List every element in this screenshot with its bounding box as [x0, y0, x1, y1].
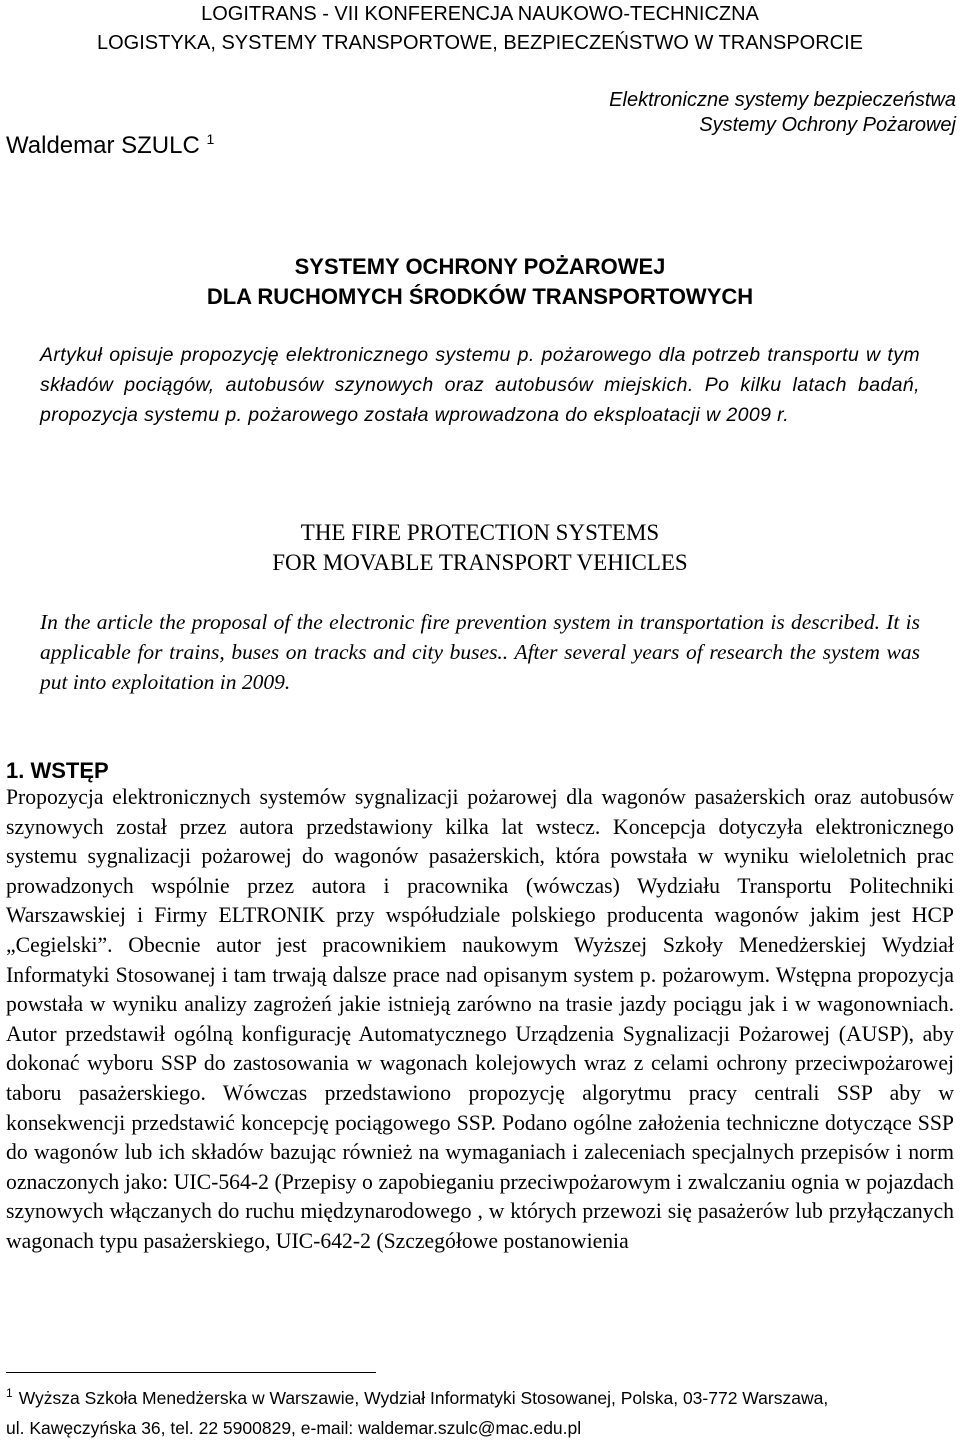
paper-category: [609, 88, 956, 138]
author-name: Waldemar SZULC: [6, 132, 200, 159]
abstract-english: In the article the proposal of the electronic fire prevention system in transportation is described. It is applicable for trains, buses on tracks and city buses.. After several years of research the system was put into exploitation in 2009.: [40, 610, 920, 694]
conference-subtitle: LOGISTYKA, SYSTEMY TRANSPORTOWE, BEZPIECZEŃSTWO W TRANSPORCIE: [96, 32, 864, 54]
footnote-line-1: Wyższa Szkoła Menedżerska w Warszawie, Wydział Informatyki Stosowanej, Polska, 03-772 Warszawa,: [18, 1387, 829, 1408]
title-english-line-2: FOR MOVABLE TRANSPORT VEHICLES: [272, 550, 688, 575]
author-footnote-mark: 1: [206, 131, 215, 147]
conference-title: LOGITRANS - VII KONFERENCJA NAUKOWO-TECHNICZNA: [201, 3, 759, 25]
section-body: Propozycja elektronicznych systemów sygnalizacji pożarowej dla wagonów pasażerskich oraz autobusów szynowych został przez autora przedstawiony kilka lat wstecz. Koncepcja dotyczyła elektronicznego systemu sygnalizacji pożarowej do wagonów pasażerskich, która powstała w wyniku wieloletnich prac prowadzonych wspólnie przez autora i pracownika (wówczas) Wydziału Transportu Politechniki Warszawskiej i Firmy ELTRONIK przy współudziale polskiego producenta wagonów jakim jest HCP „Cegielski”. Obecnie autor jest pracownikiem naukowym Wyższej Szkoły Menedżerskiej Wydział Informatyki Stosowanej i tam trwają dalsze prace nad opisanym system p. pożarowym. Wstępna propozycja powstała w wyniku analizy zagrożeń jakie istnieją zarówno na trasie jazdy pociągu jak i w wagonowniach. Autor przedstawił ogólną konfigurację Automatycznego Urządzenia Sygnalizacji Pożarowej (AUSP), aby dokonać wyboru SSP do zastosowania w wagonach kolejowych wraz z celami ochrony przeciwpożarowej taboru pasażerskiego. Wówczas przedstawiono propozycję algorytmu pracy centrali SSP aby w konsekwencji przedstawić koncepcję pociągowego SSP. Podano ogólne założenia techniczne dotyczące SSP do wagonów lub ich składów bazując również na wymaganiach i zaleceniach specjalnych przepisów i norm oznaczonych jako: UIC-564-2 (Przepisy o zapobieganiu przeciwpożarowym i zwalczaniu ognia w pojazdach szynowych włączanych do ruchu międzynarodowego , w których przewozi się pasażerów lub przyłączanych wagonach typu pasażerskiego, UIC-642-2 (Szczegółowe postanowienia: [6, 785, 954, 1253]
title-english-line-1: THE FIRE PROTECTION SYSTEMS: [300, 520, 660, 545]
category-line-1: Elektroniczne systemy bezpieczeństwa: [609, 89, 956, 111]
footnote-divider: [6, 1372, 376, 1373]
title-polish-line-1: SYSTEMY OCHRONY POŻAROWEJ: [294, 254, 666, 279]
abstract-polish: Artykuł opisuje propozycję elektronicznego systemu p. pożarowego dla potrzeb transportu w tym składów pociągów, autobusów szynowych oraz autobusów miejskich. Po kilku latach badań, propozycja systemu p. pożarowego została wprowadzona do eksploatacji w 2009 r.: [40, 344, 920, 426]
footnote: [6, 1378, 954, 1443]
footnote-mark: 1: [6, 1386, 13, 1400]
category-line-2: Systemy Ochrony Pożarowej: [699, 114, 956, 136]
footnote-line-2: ul. Kawęczyńska 36, tel. 22 5900829, e-mail: waldemar.szulc@mac.edu.pl: [6, 1417, 582, 1438]
title-polish-line-2: DLA RUCHOMYCH ŚRODKÓW TRANSPORTOWYCH: [206, 284, 754, 309]
section-heading: 1. WSTĘP: [6, 758, 109, 783]
author: [6, 131, 214, 160]
title-english: [0, 518, 960, 578]
title-polish: [0, 252, 960, 312]
